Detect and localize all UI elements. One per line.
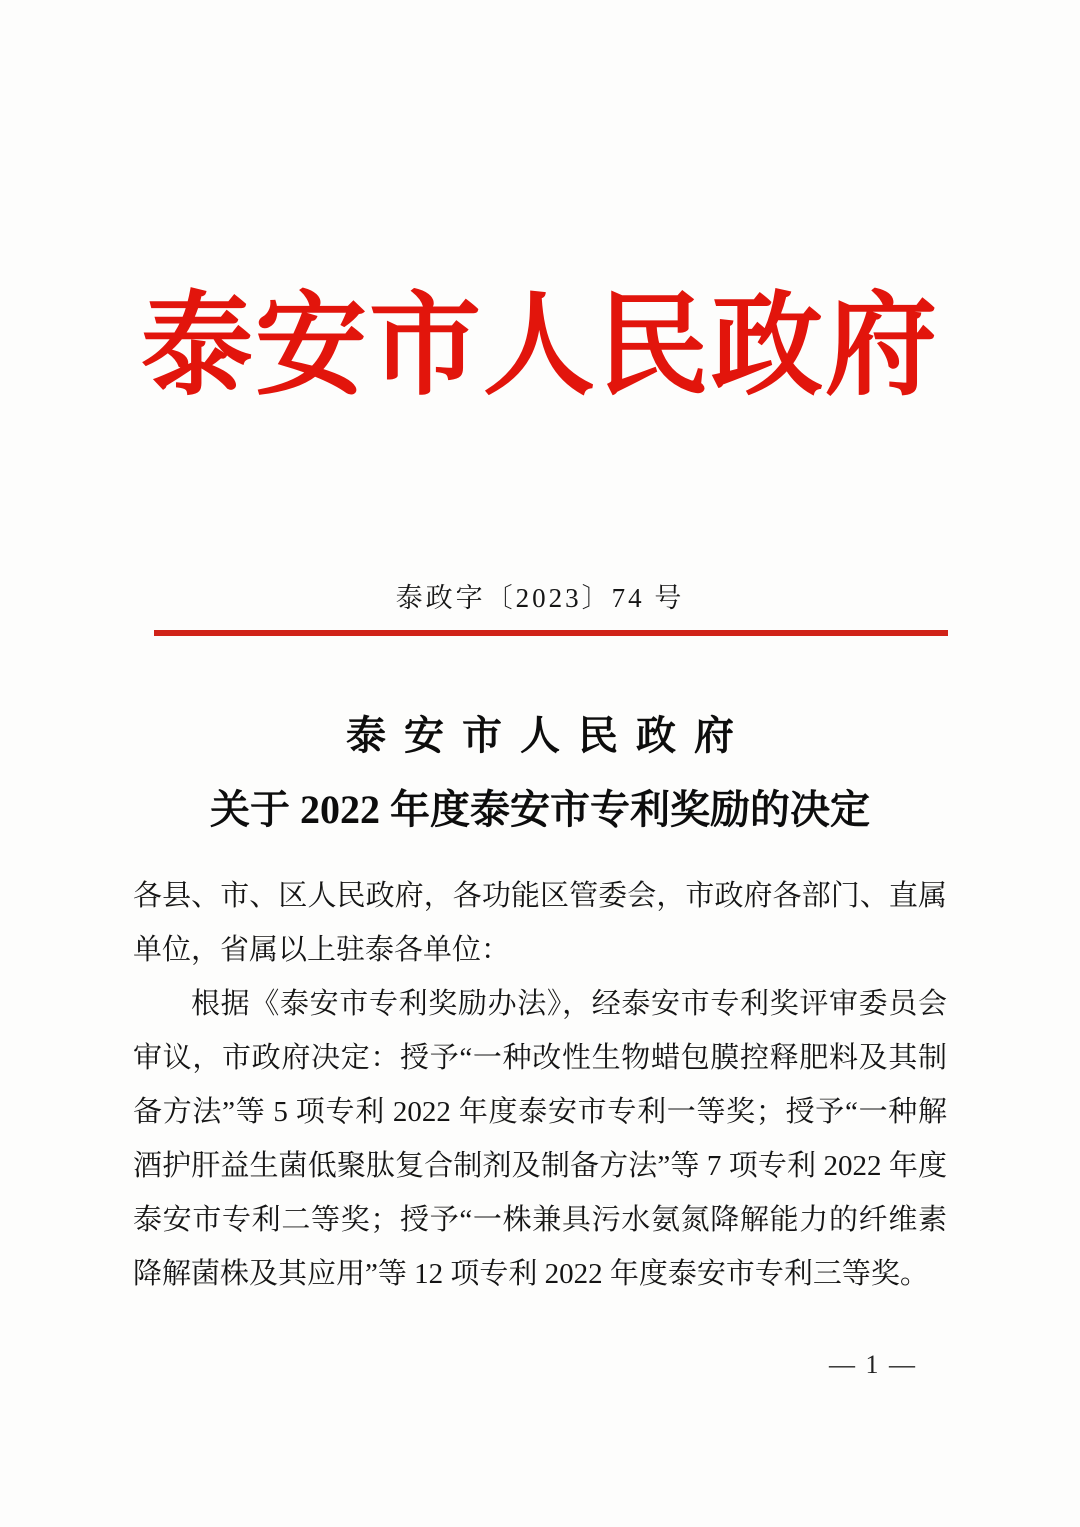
doc-number: 泰政字〔2023〕74 号 bbox=[395, 583, 685, 613]
gov-banner-title: 泰安市人民政府 bbox=[141, 285, 939, 409]
document-body bbox=[133, 869, 947, 1301]
page-number: — 1 — bbox=[829, 1350, 917, 1379]
decision-paragraph: 根据《泰安市专利奖励办法》，经泰安市专利奖评审委员会审议，市政府决定：授予“一种改性生物蜡包膜控释肥料及其制备方法”等 5 项专利 2022 年度泰安市专利一等奖；授予“一种解酒护肝益生菌低聚肽复合制剂及制备方法”等 7 项专利 2022 年度泰安市专利二等奖；授予“一株兼具污水氨氮降解能力的纤维素降解菌株及其应用”等 12 项专利 2022 年度泰安市专利三等奖。 bbox=[133, 988, 947, 1290]
doc-title-line2: 关于 2022 年度泰安市专利奖励的决定 bbox=[210, 787, 870, 832]
doc-title-block bbox=[133, 704, 947, 835]
red-divider-line bbox=[154, 630, 948, 636]
doc-title-line1: 泰安市人民政府 bbox=[346, 713, 752, 758]
salutation-paragraph: 各县、市、区人民政府，各功能区管委会，市政府各部门、直属单位，省属以上驻泰各单位： bbox=[133, 880, 947, 966]
